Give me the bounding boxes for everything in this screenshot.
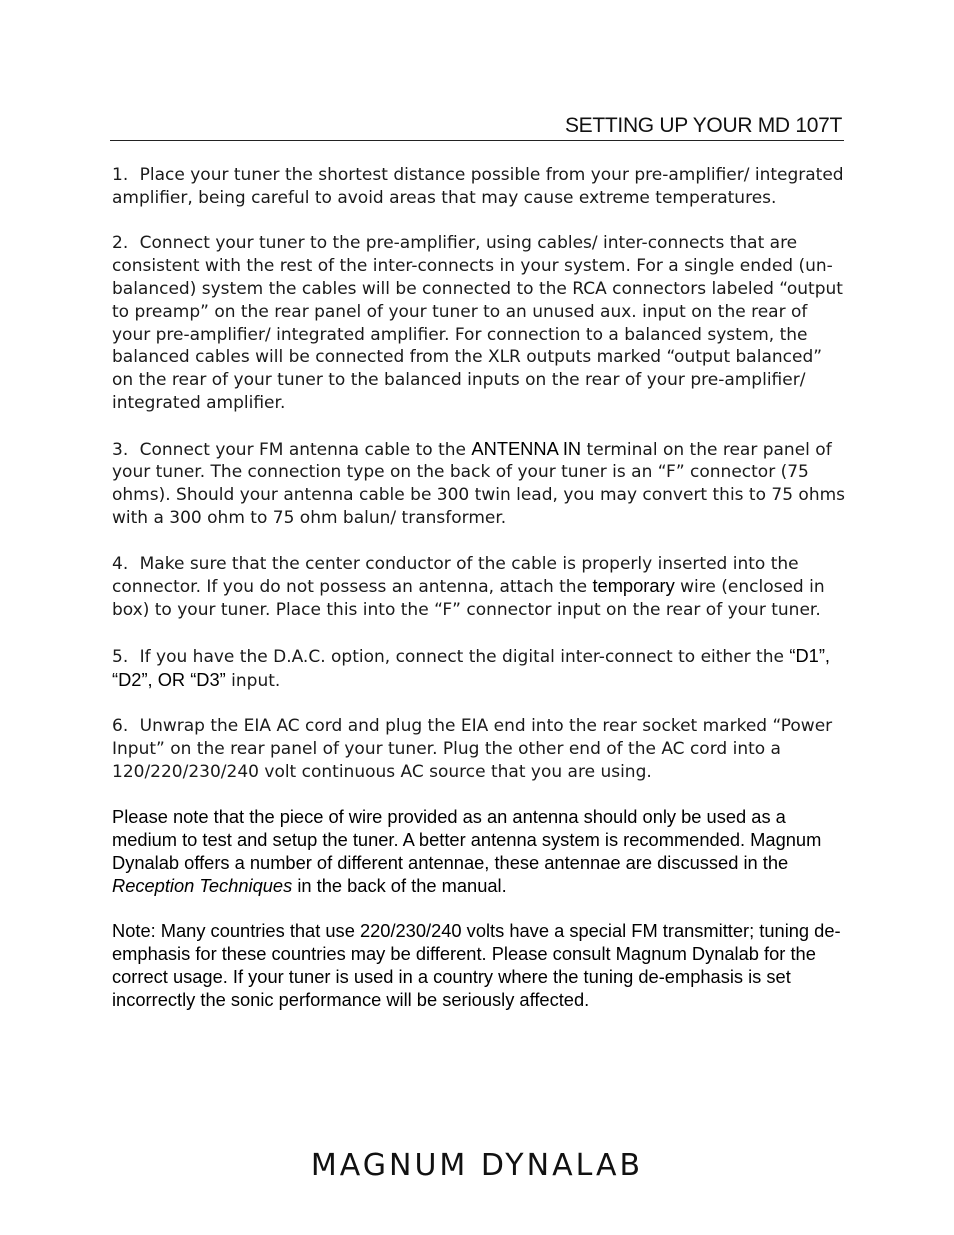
brand-logo: MAGNUM DYNALAB	[310, 1148, 644, 1183]
step-text-post: input.	[225, 670, 281, 691]
step-text: Unwrap the EIA AC cord and plug the EIA end into the rear socket marked “Power Input” on the rear panel of your tuner. Plug the other end of the AC cord into a 120/220/230/240 volt continuous AC source that you are using.	[112, 716, 833, 782]
step-6	[112, 715, 848, 783]
note-text-pre: Please note that the piece of wire provided as an antenna should only be used as a medium to test and setup the tuner. A better antenna system is recommended. Magnum Dynalab offers a number of different antennae, these antennae are discussed in the	[112, 806, 822, 873]
step-text: Connect your tuner to the pre-amplifier, using cables/ inter-connects that are consistent with the rest of the inter-connects in your system. For a single ended (un-balanced) system the cables will be connected to the RCA connectors labeled “output to preamp” on the rear panel of your tuner to an unused aux. input on the rear of your pre-amplifier/ integrated amplifier. For connection to a balanced system, the balanced cables will be connected from the XLR outputs marked “output balanced” on the rear of your tuner to the balanced inputs on the rear of your pre-amplifier/ integrated amplifier.	[112, 233, 843, 413]
step-number: 1.	[112, 165, 129, 185]
antenna-note	[112, 806, 848, 897]
step-1	[112, 164, 848, 210]
temporary-label: temporary	[592, 575, 675, 597]
step-text-pre: Connect your FM antenna cable to the	[139, 439, 472, 460]
reception-techniques-ref: Reception Techniques	[112, 874, 293, 896]
step-number: 6.	[112, 716, 129, 737]
step-text: Place your tuner the shortest distance possible from your pre-amplifier/ integrated amplifier, being careful to avoid areas that may cause extreme temperatures.	[112, 165, 844, 208]
step-text-post: wire (enclosed in box) to your tuner. Place this into the “F” connector input on the rear of your tuner.	[112, 577, 825, 621]
step-number: 4.	[112, 553, 129, 574]
step-text-pre: If you have the D.A.C. option, connect the digital inter-connect to either the	[139, 646, 790, 667]
step-2	[112, 232, 848, 414]
step-text-pre: Make sure that the center conductor of the cable is properly inserted into the connector. If you do not possess an antenna, attach the	[112, 553, 799, 598]
step-text-post: terminal on the rear panel of your tuner. The connection type on the back of your tuner is an “F” connector (75 ohms). Should your antenna cable be 300 twin lead, you may convert this to 75 ohms with a 300 ohm to 75 ohm balun/ transformer.	[112, 439, 846, 528]
header-divider	[110, 140, 844, 141]
antenna-in-label: ANTENNA IN	[471, 437, 582, 459]
step-5	[112, 645, 848, 693]
step-number: 3.	[112, 439, 129, 460]
step-number: 2.	[112, 233, 129, 254]
note-text-post: in the back of the manual.	[292, 874, 507, 896]
digital-inputs-label: “D1”, “D2”, OR “D3”	[112, 644, 830, 690]
setup-instructions	[112, 164, 848, 1034]
step-3	[112, 438, 848, 530]
note-text: Note: Many countries that use 220/230/240 volts have a special FM transmitter; tuning de-emphasis for these countries may be different. Please consult Magnum Dynalab for the correct usage. If your tuner is used in a country where the tuning de-emphasis is set incorrectly the sonic performance will be seriously affected.	[112, 920, 841, 1010]
step-4	[112, 553, 848, 622]
step-number: 5.	[112, 646, 129, 667]
page-title: SETTING UP YOUR MD 107T	[564, 114, 842, 137]
de-emphasis-note	[112, 920, 848, 1011]
